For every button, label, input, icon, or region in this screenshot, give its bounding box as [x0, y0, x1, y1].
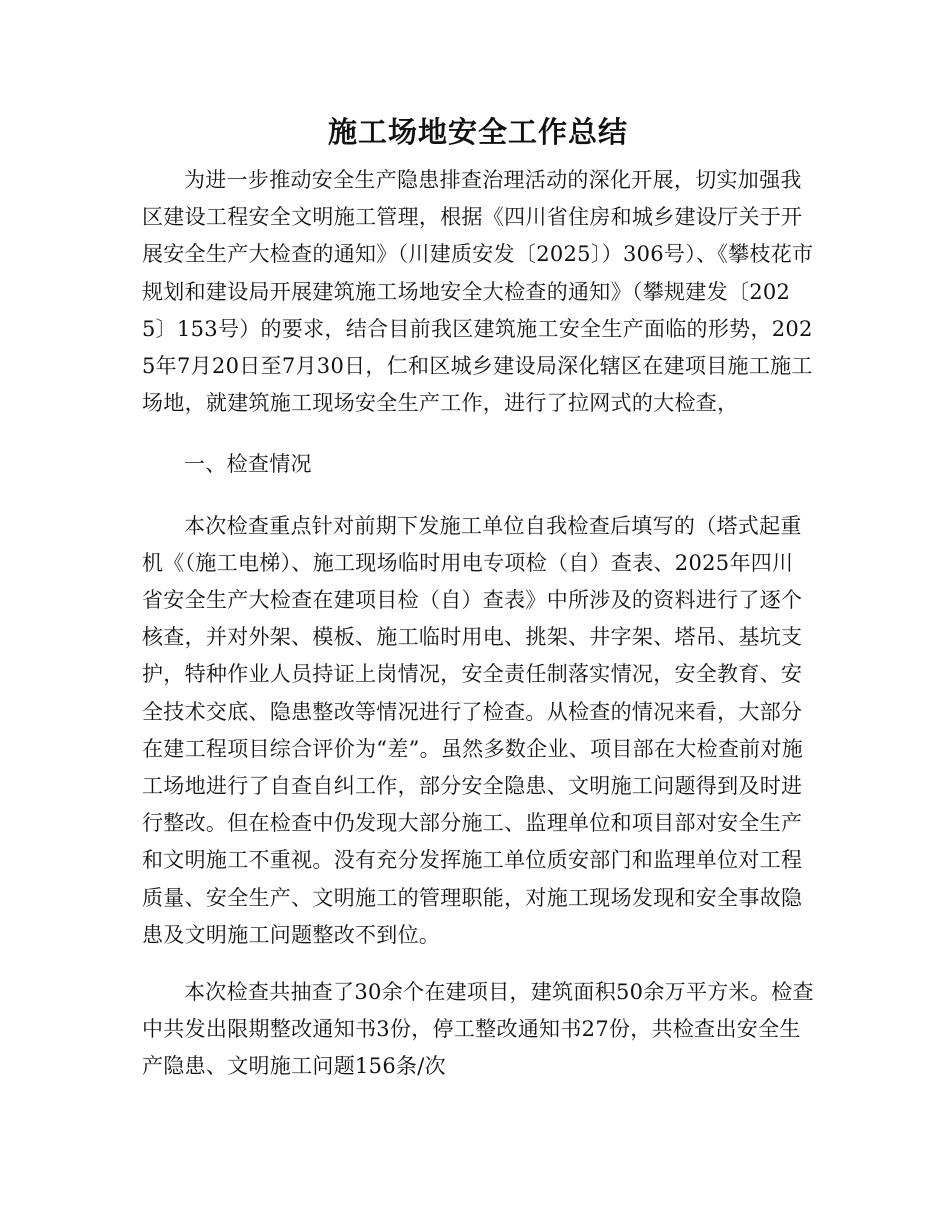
- spacer: [142, 954, 814, 974]
- section-heading-inspection: 一、检查情况: [184, 452, 312, 477]
- document-title: 施工场地安全工作总结: [327, 115, 628, 149]
- spacer: [142, 484, 814, 508]
- spacer: [142, 422, 814, 446]
- inspection-paragraph-2: 本次检查共抽查了30余个在建项目，建筑面积50余万平方米。检查中共发出限期整改通知书3份，停工整改通知书27份，共检查出安全生产隐患、文明施工问题156条/次: [142, 980, 814, 1079]
- document-page: [142, 108, 814, 1086]
- inspection-paragraph-1: 本次检查重点针对前期下发施工单位自我检查后填写的（塔式起重机《（施工电梯）、施工现场临时用电专项检（自）查表、2025年四川省安全生产大检查在建项目检（自）查表》中所涉及的资料进行了逐个核查，并对外架、模板、施工临时用电、挑架、井字架、塔吊、基坑支护，特种作业人员持证上岗情况，安全责任制落实情况，安全教育、安全技术交底、隐患整改等情况进行了检查。从检查的情况来看，大部分在建工程项目综合评价为“差”。虽然多数企业、项目部在大检查前对施工场地进行了自查自纠工作，部分安全隐患、文明施工问题得到及时进行整改。但在检查中仍发现大部分施工、监理单位和项目部对安全生产和文明施工不重视。没有充分发挥施工单位质安部门和监理单位对工程质量、安全生产、文明施工的管理职能，对施工现场发现和安全事故隐患及文明施工问题整改不到位。: [142, 513, 804, 947]
- intro-paragraph: 为进一步推动安全生产隐患排查治理活动的深化开展，切实加强我区建设工程安全文明施工管理，根据《四川省住房和城乡建设厅关于开展安全生产大检查的通知》（川建质安发〔2025〕）306号）、《攀枝花市规划和建设局开展建筑施工场地安全大检查的通知》（攀规建发〔2025〕153号）的要求，结合目前我区建筑施工安全生产面临的形势，2025年7月20日至7月30日，仁和区城乡建设局深化辖区在建项目施工施工场地，就建筑施工现场安全生产工作，进行了拉网式的大检查，: [142, 168, 814, 416]
